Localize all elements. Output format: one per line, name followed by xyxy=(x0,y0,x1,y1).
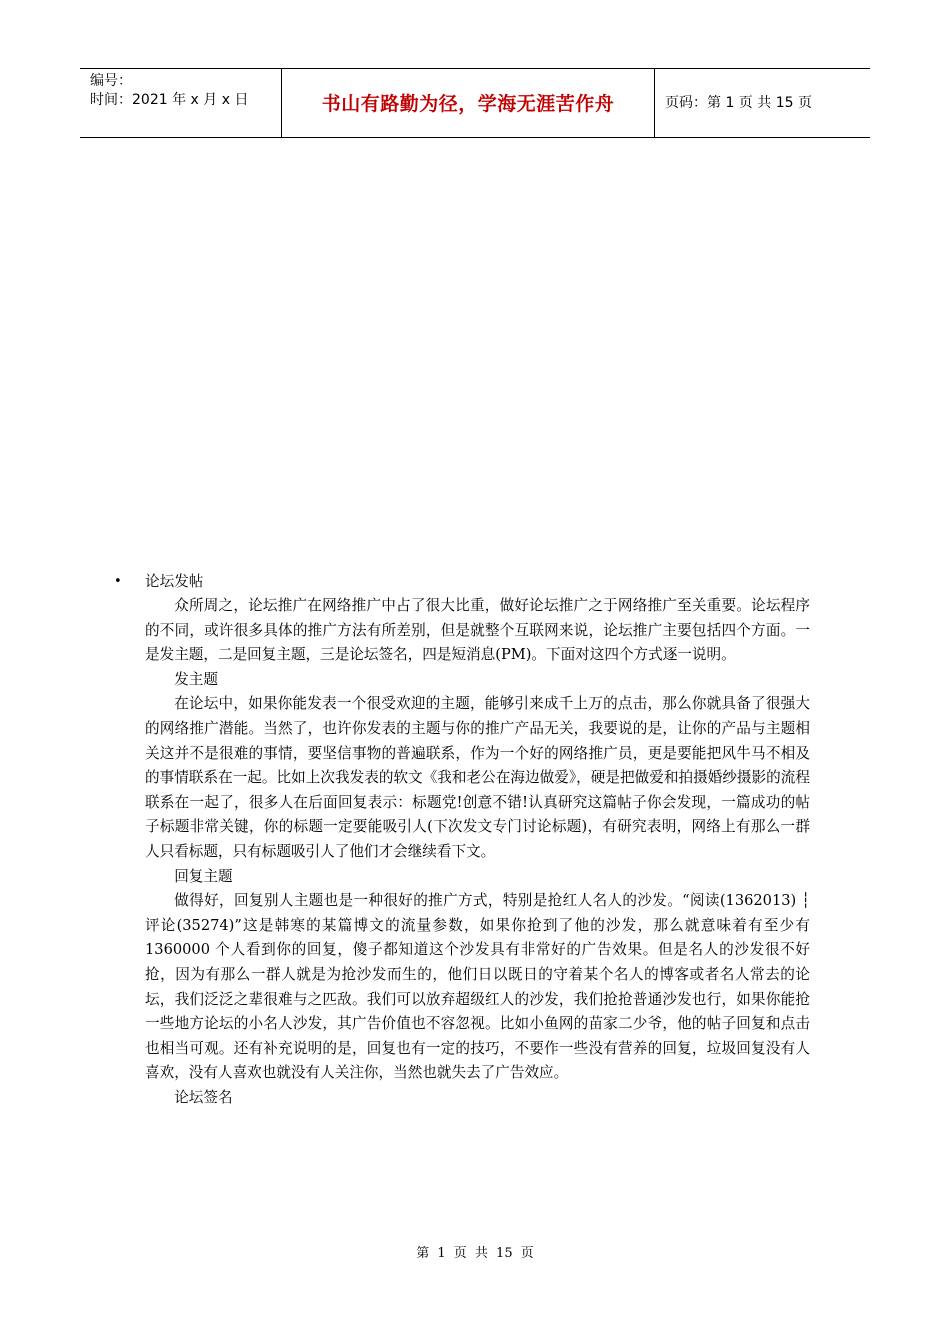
bullet-heading: 论坛发帖 xyxy=(145,573,204,590)
section-text-reply-topic: 做得好，回复别人主题也是一种很好的推广方式，特别是抢红人名人的沙发。“阅读(1362013) ┆ 评论(35274)”这是韩寒的某篇博文的流量参数，如果你抢到了他的沙发，那么就意味着有至少有 1360000 个人看到你的回复，傻子都知道这个沙发具有非常好的广告效果。但是名人的沙发很不好抢，因为有那么一群人就是为抢沙发而生的，他们日以既日的守着某个名人的博客或者名人常去的论坛，我们泛泛之辈很难与之匹敌。我们可以放弃超级红人的沙发，我们抢抢普通沙发也行，如果你能抢一些地方论坛的小名人沙发，其广告价值也不容忽视。比如小鱼网的苗家二少爷，他的帖子回复和点击也相当可观。还有补充说明的是，回复也有一定的技巧，不要作一些没有营养的回复，垃圾回复没有人喜欢，没有人喜欢也就没有人关注你，当然也就失去了广告效应。 xyxy=(145,892,810,1082)
document-date: 时间：2021 年 x 月 x 日 xyxy=(90,92,249,108)
bullet-icon: • xyxy=(114,574,122,589)
intro-paragraph: 众所周之，论坛推广在网络推广中占了很大比重，做好论坛推广之于网络推广至关重要。论坛程序的不同，或许很多具体的推广方法有所差别，但是就整个互联网来说，论坛推广主要包括四个方面。一是发主题，二是回复主题，三是论坛签名，四是短消息(PM)。下面对这四个方式逐一说明。 xyxy=(145,597,810,664)
header-page-cell xyxy=(655,69,870,137)
section-text-post-topic: 在论坛中，如果你能发表一个很受欢迎的主题，能够引来成千上万的点击，那么你就具备了很强大的网络推广潜能。当然了，也许你发表的主题与你的推广产品无关，我要说的是，让你的产品与主题相关这并不是很难的事情，要坚信事物的普遍联系，作为一个好的网络推广员，更是要能把风牛马不相及的事情联系在一起。比如上次我发表的软文《我和老公在海边做爱》，硬是把做爱和拍摄婚纱摄影的流程联系在一起了，很多人在后面回复表示：标题党!创意不错!认真研究这篇帖子你会发现，一篇成功的帖子标题非常关键，你的标题一定要能吸引人(下次发文专门讨论标题)，有研究表明，网络上有那么一群人只看标题，只有标题吸引人了他们才会继续看下文。 xyxy=(145,695,810,860)
section-title-forum-signature: 论坛签名 xyxy=(174,1088,233,1106)
header-page-info: 页码：第 1 页 共 15 页 xyxy=(665,95,812,111)
bullet-item xyxy=(114,570,810,594)
header-left-cell xyxy=(80,69,282,137)
header-motto-cell xyxy=(282,69,655,137)
header-motto: 书山有路勤为径，学海无涯苦作舟 xyxy=(321,93,615,115)
section-title-post-topic: 发主题 xyxy=(174,670,218,688)
document-number-label: 编号： xyxy=(90,73,132,89)
document-header xyxy=(80,68,870,138)
document-body xyxy=(114,570,810,1110)
section-title-reply-topic: 回复主题 xyxy=(174,867,233,885)
page-footer: 第 1 页 共 15 页 xyxy=(416,1246,534,1261)
